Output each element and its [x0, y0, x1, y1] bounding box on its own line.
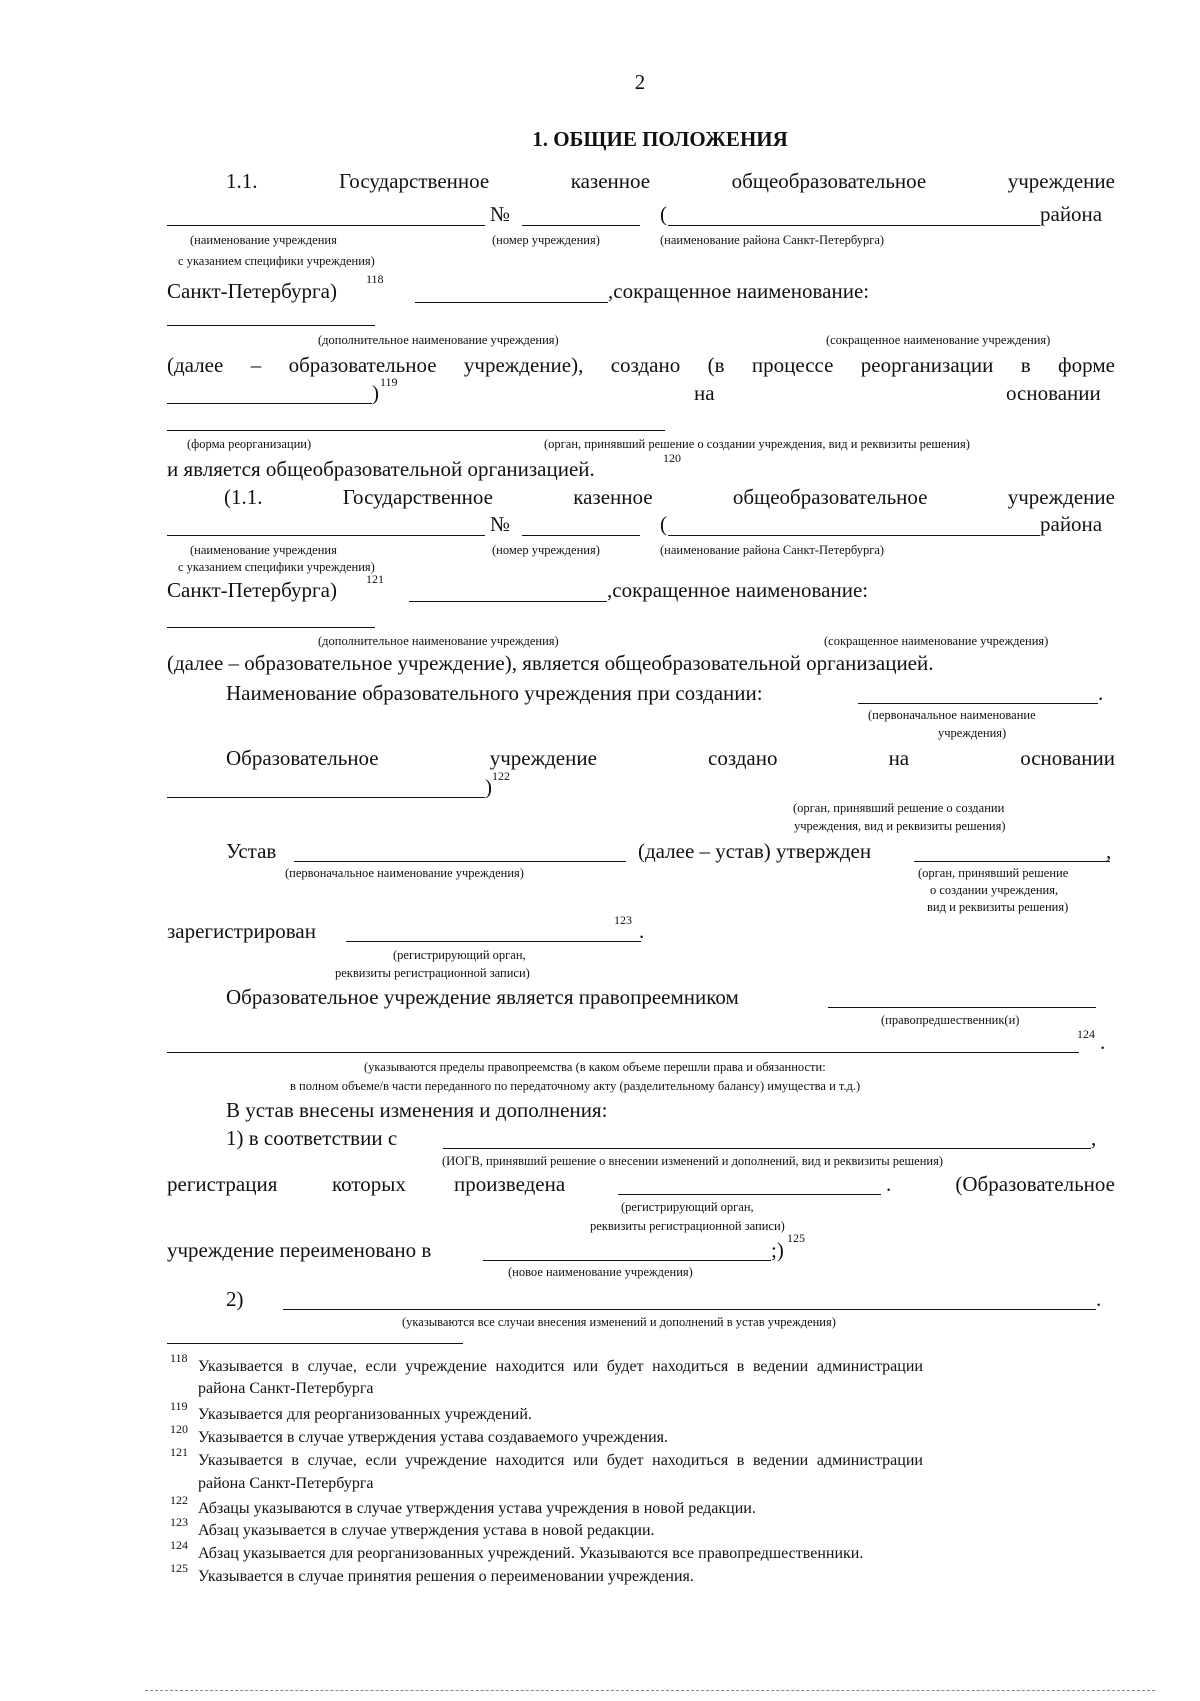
caption: (орган, принявший решение о создании — [793, 801, 1005, 815]
intro-line: 1.1. Государственное казенное общеобразовательное учреждение — [226, 169, 1115, 193]
caption: (наименование района Санкт-Петербурга) — [660, 543, 885, 557]
blank-district-name — [668, 225, 1040, 226]
caption: в полном объеме/в части переданного по передаточному акту (разделительному балансу) имущества и т.д.) — [290, 1079, 861, 1093]
intro-line-alt: (1.1. Государственное казенное общеобразовательное учреждение — [224, 485, 1115, 509]
caption: (ИОГВ, принявший решение о внесении изменений и дополнений, вид и реквизиты решения) — [442, 1154, 943, 1168]
blank-registering-body — [618, 1194, 881, 1195]
created-basis-line: Образовательное учреждение создано на основании — [226, 746, 1115, 770]
caption: (регистрирующий орган, — [621, 1200, 754, 1214]
caption: (номер учреждения) — [492, 233, 600, 247]
caption: (первоначальное наименование учреждения) — [285, 866, 524, 880]
footnote-ref: 121 — [366, 572, 384, 586]
caption: (дополнительное наименование учреждения) — [318, 634, 559, 648]
blank-initial-name — [858, 703, 1098, 704]
caption: (дополнительное наименование учреждения) — [318, 333, 559, 347]
blank-predecessor — [828, 1007, 1096, 1008]
caption: вид и реквизиты решения) — [927, 900, 1069, 914]
caption: (указываются все случаи внесения изменений и дополнений в устав учреждения) — [402, 1315, 836, 1329]
blank-institution-number — [522, 225, 640, 226]
caption: (регистрирующий орган, — [393, 948, 526, 962]
blank-institution-name — [167, 225, 485, 226]
blank-initial-name — [294, 861, 626, 862]
caption: (сокращенное наименование учреждения) — [826, 333, 1051, 347]
footnote-ref: 123 — [614, 913, 632, 927]
caption: реквизиты регистрационной записи) — [335, 966, 530, 980]
caption: с указанием специфики учреждения) — [178, 254, 375, 268]
footnote-ref: 120 — [663, 451, 681, 465]
caption: с указанием специфики учреждения) — [178, 560, 375, 574]
caption: (правопредшественник(и) — [881, 1013, 1020, 1027]
clause-number: (1.1. — [224, 485, 263, 509]
footnote-ref: 119 — [380, 375, 398, 389]
blank-iogv — [443, 1148, 1091, 1149]
footnote-ref: 122 — [492, 769, 510, 783]
blank-district-name — [668, 535, 1040, 536]
number-sign: № — [490, 202, 511, 226]
created-line: (далее – образовательное учреждение), создано (в процессе реорганизации в форме — [167, 353, 1115, 377]
caption: (сокращенное наименование учреждения) — [824, 634, 1049, 648]
footnote-ref: 124 — [1077, 1027, 1095, 1041]
blank-institution-number — [522, 535, 640, 536]
clause-number: 1.1. — [226, 169, 258, 193]
blank-decision-body — [167, 430, 665, 431]
caption: о создании учреждения, — [930, 883, 1059, 897]
number-sign: № — [490, 512, 511, 536]
page-number: 2 — [634, 70, 646, 94]
blank-additional-name — [409, 601, 607, 602]
caption: (форма реорганизации) — [187, 437, 312, 451]
blank-short-name — [167, 325, 375, 326]
caption: (новое наименование учреждения) — [508, 1265, 693, 1279]
blank-registering-body — [346, 941, 641, 942]
amendment-item-1: 1) в соответствии с — [226, 1126, 398, 1150]
blank-approving-body — [914, 861, 1110, 862]
blank-short-name — [167, 627, 375, 628]
blank-additional-name — [415, 302, 608, 303]
section-title: 1. ОБЩИЕ ПОЛОЖЕНИЯ — [532, 127, 788, 151]
caption: (номер учреждения) — [492, 543, 600, 557]
caption: реквизиты регистрационной записи) — [590, 1219, 785, 1233]
caption: (орган, принявший решение — [918, 866, 1069, 880]
document-page: 2 1. ОБЩИЕ ПОЛОЖЕНИЯ 1.1. Государственное казенное общеобразовательное учреждение № ( района (наименование учреждения с указанием специфики учреждения) (номер учреждения) (наименование района Санкт-Петербурга) Санкт-Петербурга) 118 ,сокращенное наименование: (дополнительное наименование учреждения) (сокращенное наименование учреждения) (далее – образовательное учреждение), создано (в процессе реорганизации в форме ) 119 на основании (форма реорганизации) (орган, принявший решение о создании учреждения, вид и реквизиты решения) и является общеобразовательной организацией. 120 (1.1. Государственное казенное общеобразовательное учреждение № ( района (наименование учреждения с указанием специфики учреждения) (номер учреждения) (наименование района Санкт-Петербурга) Санкт-Петербурга) 121 ,сокращенное наименование: (дополнительное наименование учреждения) (сокращенное наименование учреждения) (далее – образовательное учреждение), является общеобразовательной организацией. Наименование образовательного учреждения при создании: . (первоначальное наименование учреждения) Образовательное учреждение создано на основании ) 122 (орган, принявший решение о создании учреждения, вид и реквизиты решения) Устав (далее – устав) утвержден , (первоначальное наименование учреждения) (орган, принявший решение о создании учреждения, вид и реквизиты решения) зарегистрирован 123 . (регистрирующий орган, реквизиты регистрационной записи) Образовательное учреждение является правопреемником (правопредшественник(и) 124 . (указываются пределы правопреемства (в каком объеме перешли права и обязанности: в полном объеме/в части переданного по передаточному акту (разделительному балансу) имущества и т.д.) В устав внесены изменения и дополнения: 1) в соответствии с , (ИОГВ, принявший решение о внесении изменений и дополнений, вид и реквизиты решения) регистрация которых произведена . (Образовательное (регистрирующий орган, реквизиты регистрационной записи) учреждение переименовано в ;) 125 (новое наименование учреждения) 2) . (указываются все случаи внесения изменений и дополнений в устав учреждения) 118 Указывается в случае, если учреждение находится или будет находиться в ведении администрации района Санкт-Петербурга 119 Указывается для реорганизованных учреждений. 120 Указывается в случае утверждения устава создаваемого учреждения. 121 Указывается в случае, если учреждение находится или будет находиться в ведении администрации района Санкт-Петербурга 122 Абзацы указываются в случае утверждения устава учреждения в новой редакции. 123 Абзац указывается в случае утверждения устава в новой редакции. 124 Абзац указывается для реорганизованных учреждений. Указываются все правопредшественники. 125 Указывается в случае принятия решения о переименовании учреждения. — [0, 0, 1200, 1701]
blank-reorg-form — [167, 403, 372, 404]
footnote-ref: 125 — [787, 1231, 805, 1245]
caption: учреждения, вид и реквизиты решения) — [794, 819, 1006, 833]
footnote-separator — [167, 1343, 463, 1344]
blank-new-name — [483, 1260, 771, 1261]
caption: (наименование учреждения — [190, 543, 337, 557]
caption: (указываются пределы правопреемства (в каком объеме перешли права и обязанности: — [364, 1060, 826, 1074]
caption: (наименование учреждения — [190, 233, 337, 247]
blank-succession-limits — [167, 1052, 1079, 1053]
blank-decision-body — [167, 797, 485, 798]
caption: (первоначальное наименование — [868, 708, 1036, 722]
blank-institution-name — [167, 535, 485, 536]
caption: (наименование района Санкт-Петербурга) — [660, 233, 885, 247]
blank-all-cases — [283, 1309, 1096, 1310]
amendment-item-2: 2) — [226, 1287, 244, 1311]
caption: учреждения) — [938, 726, 1007, 740]
footnote-ref: 118 — [366, 272, 384, 286]
caption: (орган, принявший решение о создании учреждения, вид и реквизиты решения) — [544, 437, 970, 451]
scan-edge-artifact — [145, 1690, 1155, 1691]
